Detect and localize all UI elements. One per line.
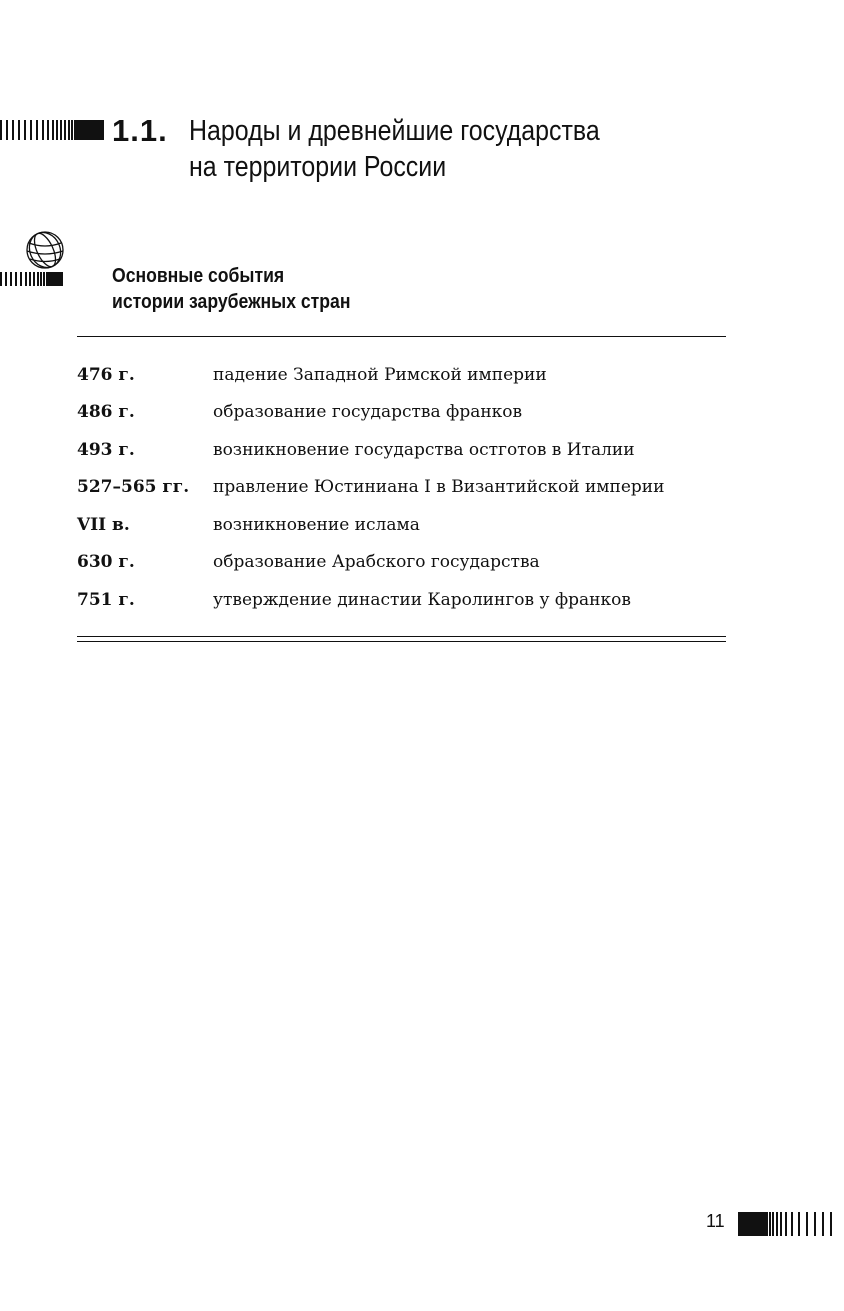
globe-icon <box>24 229 66 271</box>
event-text: образование государства франков <box>213 402 523 423</box>
event-text: падение Западной Римской империи <box>213 364 547 385</box>
section-title-line-2: на территории России <box>189 151 447 183</box>
event-date: 493 г. <box>77 439 135 460</box>
box-barcode-icon <box>0 272 63 286</box>
event-date: 527–565 гг. <box>77 477 190 498</box>
event-row <box>77 581 726 619</box>
event-text: возникновение ислама <box>213 514 420 535</box>
page-number: 11 <box>706 1211 725 1231</box>
event-text: утверждение династии Каролингов у франков <box>213 589 631 610</box>
event-date: 751 г. <box>77 589 135 610</box>
top-divider <box>77 336 726 337</box>
page-barcode-icon <box>738 1212 832 1236</box>
section-title <box>189 113 600 185</box>
event-row <box>77 394 726 432</box>
box-heading <box>112 263 350 315</box>
event-text: образование Арабского государства <box>213 552 540 573</box>
event-row <box>77 506 726 544</box>
bottom-divider-2 <box>77 641 726 642</box>
event-row <box>77 431 726 469</box>
event-date: 630 г. <box>77 552 135 573</box>
events-list <box>77 356 726 619</box>
event-date: 486 г. <box>77 402 135 423</box>
event-row <box>77 469 726 507</box>
section-title-line-1: Народы и древнейшие государства <box>189 115 600 147</box>
event-row <box>77 356 726 394</box>
event-text: возникновение государства остготов в Италии <box>213 439 635 460</box>
section-barcode-icon <box>0 120 104 140</box>
box-heading-line-1: Основные события <box>112 265 285 287</box>
event-date: VII в. <box>77 514 130 535</box>
section-number: 1.1. <box>112 113 168 148</box>
event-row <box>77 544 726 582</box>
box-heading-line-2: истории зарубежных стран <box>112 291 351 313</box>
bottom-divider-1 <box>77 636 726 637</box>
event-text: правление Юстиниана I в Византийской империи <box>213 477 665 498</box>
event-date: 476 г. <box>77 364 135 385</box>
